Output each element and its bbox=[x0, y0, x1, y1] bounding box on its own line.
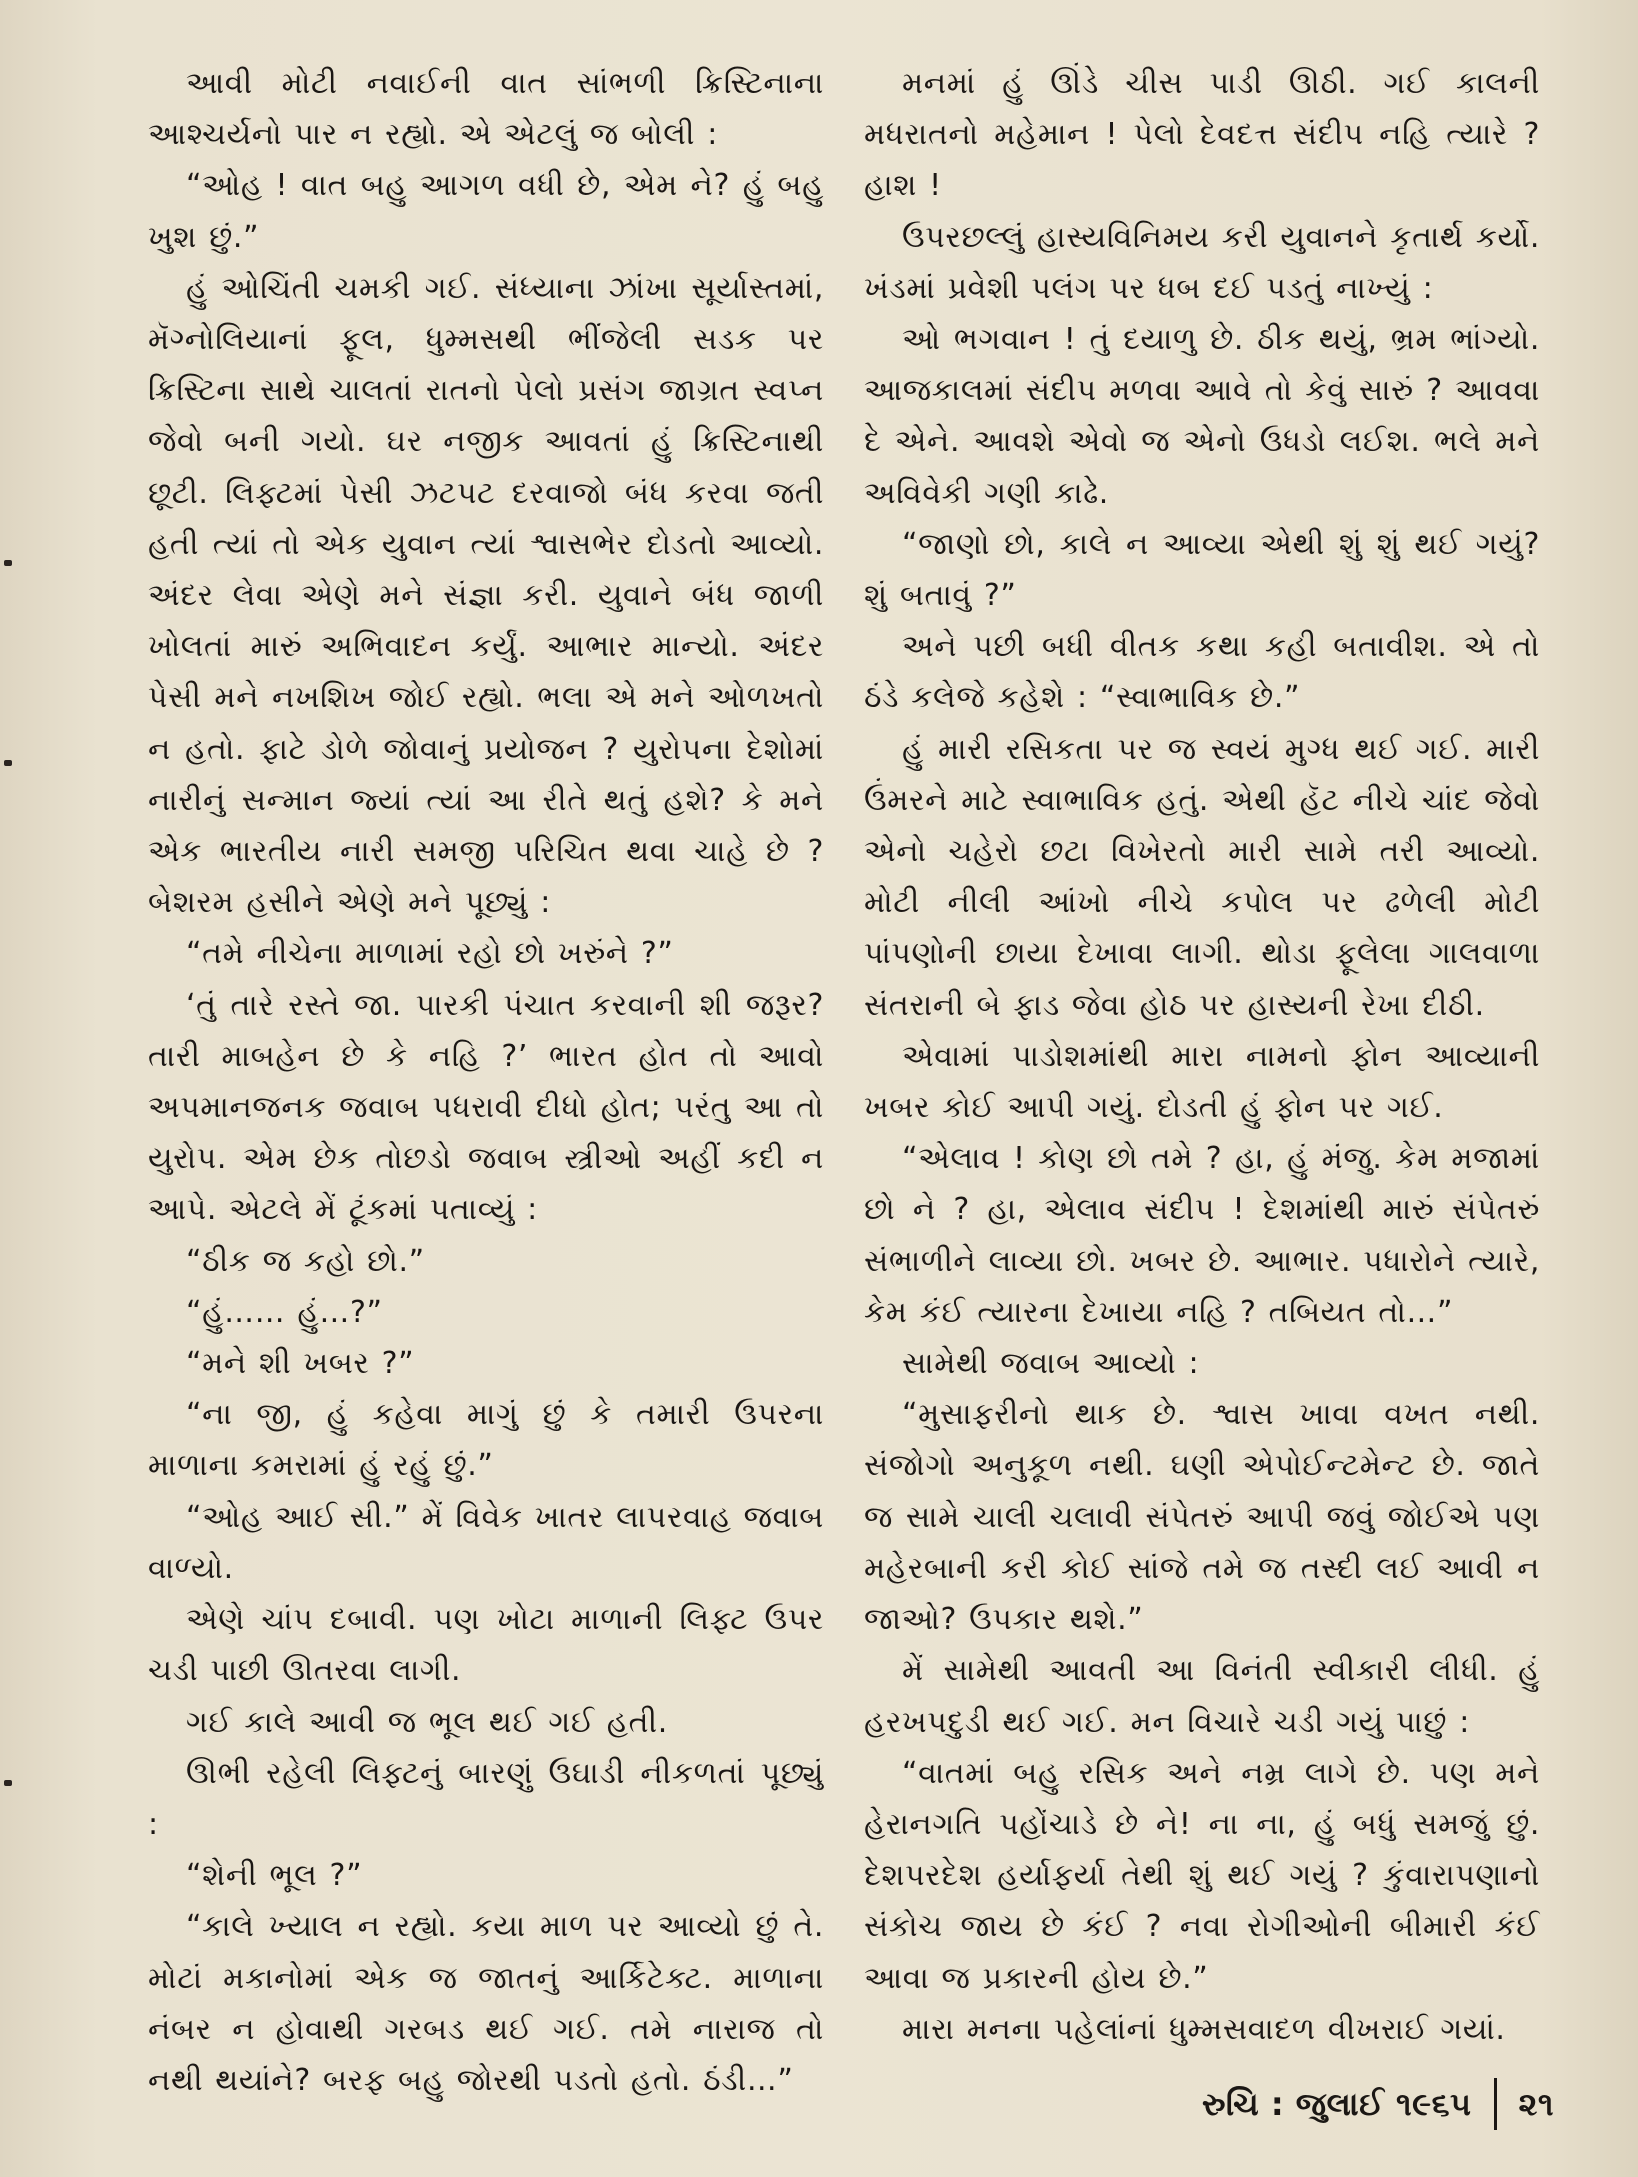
dialogue-line: “ના જી, હું કહેવા માગું છું કે તમારી ઉપરના માળાના કમરામાં હું રહું છું.” bbox=[148, 1397, 824, 1484]
dialogue-line: “ઠીક જ કહો છો.” bbox=[186, 1243, 425, 1279]
paragraph: મારા મનના પહેલાંનાં ધુમ્મસવાદળ વીખરાઈ ગયાં. bbox=[902, 2011, 1506, 2047]
dialogue-line: “મુસાફરીનો થાક છે. શ્વાસ ખાવા વખત નથી. સંજોગો અનુકૂળ નથી. ઘણી એપોઈન્ટમેન્ટ છે. જાતે જ સામે ચાલી ચલાવી સંપેતરું આપી જવું જોઈએ પણ મહેરબાની કરી કોઈ સાંજે તમે જ તસ્દી લઈ આવી ન જાઓ? ઉપકાર થશે.” bbox=[864, 1397, 1540, 1638]
dialogue-line: “શેની ભૂલ ?” bbox=[186, 1858, 363, 1894]
dialogue-line: “હું…… હું…?” bbox=[186, 1294, 383, 1330]
page-footer bbox=[1202, 2078, 1554, 2130]
edge-mark bbox=[4, 560, 12, 566]
magazine-issue: રુચિ : જુલાઈ ૧૯૬૫ bbox=[1201, 2084, 1472, 2123]
paragraph: આવી મોટી નવાઈની વાત સાંભળી ક્રિસ્ટિનાના આશ્ચર્યનો પાર ન રહ્યો. એ એટલું જ બોલી : bbox=[148, 66, 824, 153]
dialogue-line: “જાણો છો, કાલે ન આવ્યા એથી શું શું થઈ ગયું? શું બતાવું ?” bbox=[864, 526, 1540, 614]
right-column bbox=[864, 58, 1540, 2055]
paragraph: હું ઓચિંતી ચમકી ગઈ. સંધ્યાના ઝાંખા સૂર્યાસ્તમાં, મૅગ્નોલિયાનાં ફૂલ, ધુમ્મસથી ભીંજેલી સડક પર ક્રિસ્ટિના સાથે ચાલતાં રાતનો પેલો પ્રસંગ જાગ્રત સ્વપ્ન જેવો બની ગયો. ઘર નજીક આવતાં હું ક્રિસ્ટિનાથી છૂટી. લિફ્ટમાં પેસી ઝટપટ દરવાજો બંધ કરવા જતી હતી ત્યાં તો એક યુવાન ત્યાં શ્વાસભેર દોડતો આવ્યો. અંદર લેવા એણે મને સંજ્ઞા કરી. યુવાને બંધ જાળી ખોલતાં મારું અભિવાદન કર્યું. આભાર માન્યો. અંદર પેસી મને નખશિખ જોઈ રહ્યો. ભલા એ મને ઓળખતો ન હતો. ફાટે ડોળે જોવાનું પ્રયોજન ? યુરોપના દેશોમાં નારીનું સન્માન જ્યાં ત્યાં આ રીતે થતું હશે? કે મને એક ભારતીય નારી સમજી પરિચિત થવા ચાહે છે ? બેશરમ હસીને એણે મને પૂછ્યું : bbox=[148, 270, 824, 921]
paragraph: એવામાં પાડોશમાંથી મારા નામનો ફોન આવ્યાની ખબર કોઈ આપી ગયું. દોડતી હું ફોન પર ગઈ. bbox=[864, 1038, 1540, 1126]
paragraph: ‘તું તારે રસ્તે જા. પારકી પંચાત કરવાની શી જરૂર? તારી માબહેન છે કે નહિ ?’ ભારત હોત તો આવો અપમાનજનક જવાબ પધરાવી દીધો હોત; પરંતુ આ તો યુરોપ. એમ છેક તોછડો જવાબ સ્ત્રીઓ અહીં કદી ન આપે. એટલે મેં ટૂંકમાં પતાવ્યું : bbox=[148, 987, 824, 1228]
paragraph: મનમાં હું ઊંડે ચીસ પાડી ઊઠી. ગઈ કાલની મધરાતનો મહેમાન ! પેલો દેવદત્ત સંદીપ નહિ ત્યારે ? હાશ ! bbox=[864, 66, 1540, 204]
edge-mark bbox=[4, 760, 12, 766]
dialogue-line: “ઓહ ! વાત બહુ આગળ વધી છે, એમ ને? હું બહુ ખુશ છું.” bbox=[148, 168, 824, 255]
dialogue-line: “તમે નીચેના માળામાં રહો છો ખરુંને ?” bbox=[186, 936, 674, 972]
paragraph: ઊભી રહેલી લિફ્ટનું બારણું ઉઘાડી નીકળતાં પૂછ્યું : bbox=[148, 1755, 824, 1842]
paragraph: મેં સામેથી આવતી આ વિનંતી સ્વીકારી લીધી. હું હરખપદુડી થઈ ગઈ. મન વિચારે ચડી ગયું પાછું : bbox=[864, 1653, 1540, 1740]
paragraph: અને પછી બધી વીતક કથા કહી બતાવીશ. એ તો ઠંડે કલેજે કહેશે : “સ્વાભાવિક છે.” bbox=[864, 629, 1540, 716]
dialogue-line: “એલાવ ! કોણ છો તમે ? હા, હું મંજુ. કેમ મજામાં છો ને ? હા, એલાવ સંદીપ ! દેશમાંથી મારું સંપેતરું સંભાળીને લાવ્યા છો. ખબર છે. આભાર. પધારોને ત્યારે, કેમ કંઈ ત્યારના દેખાયા નહિ ? તબિયત તો…” bbox=[864, 1141, 1540, 1330]
paragraph: સામેથી જવાબ આવ્યો : bbox=[902, 1346, 1200, 1382]
paragraph: ઉપરછલ્લું હાસ્યવિનિમય કરી યુવાનને કૃતાર્થ કર્યો. ખંડમાં પ્રવેશી પલંગ પર ધબ દઈ પડતું નાખ્યું : bbox=[864, 219, 1540, 306]
paragraph: એણે ચાંપ દબાવી. પણ ખોટા માળાની લિફ્ટ ઉપર ચડી પાછી ઊતરવા લાગી. bbox=[148, 1602, 824, 1689]
dialogue-line: “વાતમાં બહુ રસિક અને નમ્ર લાગે છે. પણ મને હેરાનગતિ પહોંચાડે છે ને! ના ના, હું બધું સમજું છું. દેશપરદેશ હર્યાફર્યા તેથી શું થઈ ગયું ? કુંવારાપણાનો સંકોચ જાય છે કંઈ ? નવા રોગીઓની બીમારી કંઈ આવા જ પ્રકારની હોય છે.” bbox=[864, 1755, 1540, 1996]
dialogue-line: “ઓહ આઈ સી.” મેં વિવેક ખાતર લાપરવાહ જવાબ વાળ્યો. bbox=[148, 1499, 824, 1586]
paragraph: હું મારી રસિકતા પર જ સ્વયં મુગ્ધ થઈ ગઈ. મારી ઉંમરને માટે સ્વાભાવિક હતું. એથી હૅટ નીચે ચાંદ જેવો એનો ચહેરો છટા વિખેરતો મારી સામે તરી આવ્યો. મોટી નીલી આંખો નીચે કપોલ પર ઢળેલી મોટી પાંપણોની છાયા દેખાવા લાગી. થોડા ફૂલેલા ગાલવાળા સંતરાની બે ફાડ જેવા હોઠ પર હાસ્યની રેખા દીઠી. bbox=[864, 731, 1540, 1023]
dialogue-line: “કાલે ખ્યાલ ન રહ્યો. કયા માળ પર આવ્યો છું તે. મોટાં મકાનોમાં એક જ જાતનું આર્કિટેક્ટ. માળાના નંબર ન હોવાથી ગરબડ થઈ ગઈ. તમે નારાજ તો નથી થયાંને? બરફ બહુ જોરથી પડતો હતો. ઠંડી…” bbox=[148, 1909, 824, 2098]
paragraph: ઓ ભગવાન ! તું દયાળુ છે. ઠીક થયું, ભ્રમ ભાંગ્યો. આજકાલમાં સંદીપ મળવા આવે તો કેવું સારું ? આવવા દે એને. આવશે એવો જ એનો ઉધડો લઈશ. ભલે મને અવિવેકી ગણી કાઢે. bbox=[864, 322, 1540, 511]
page-number: ૨૧ bbox=[1518, 2084, 1554, 2123]
dialogue-line: “મને શી ખબર ?” bbox=[186, 1346, 415, 1382]
footer-divider bbox=[1494, 2078, 1497, 2130]
left-column bbox=[148, 58, 824, 2106]
edge-mark bbox=[4, 1780, 12, 1786]
paragraph: ગઈ કાલે આવી જ ભૂલ થઈ ગઈ હતી. bbox=[186, 1704, 668, 1740]
